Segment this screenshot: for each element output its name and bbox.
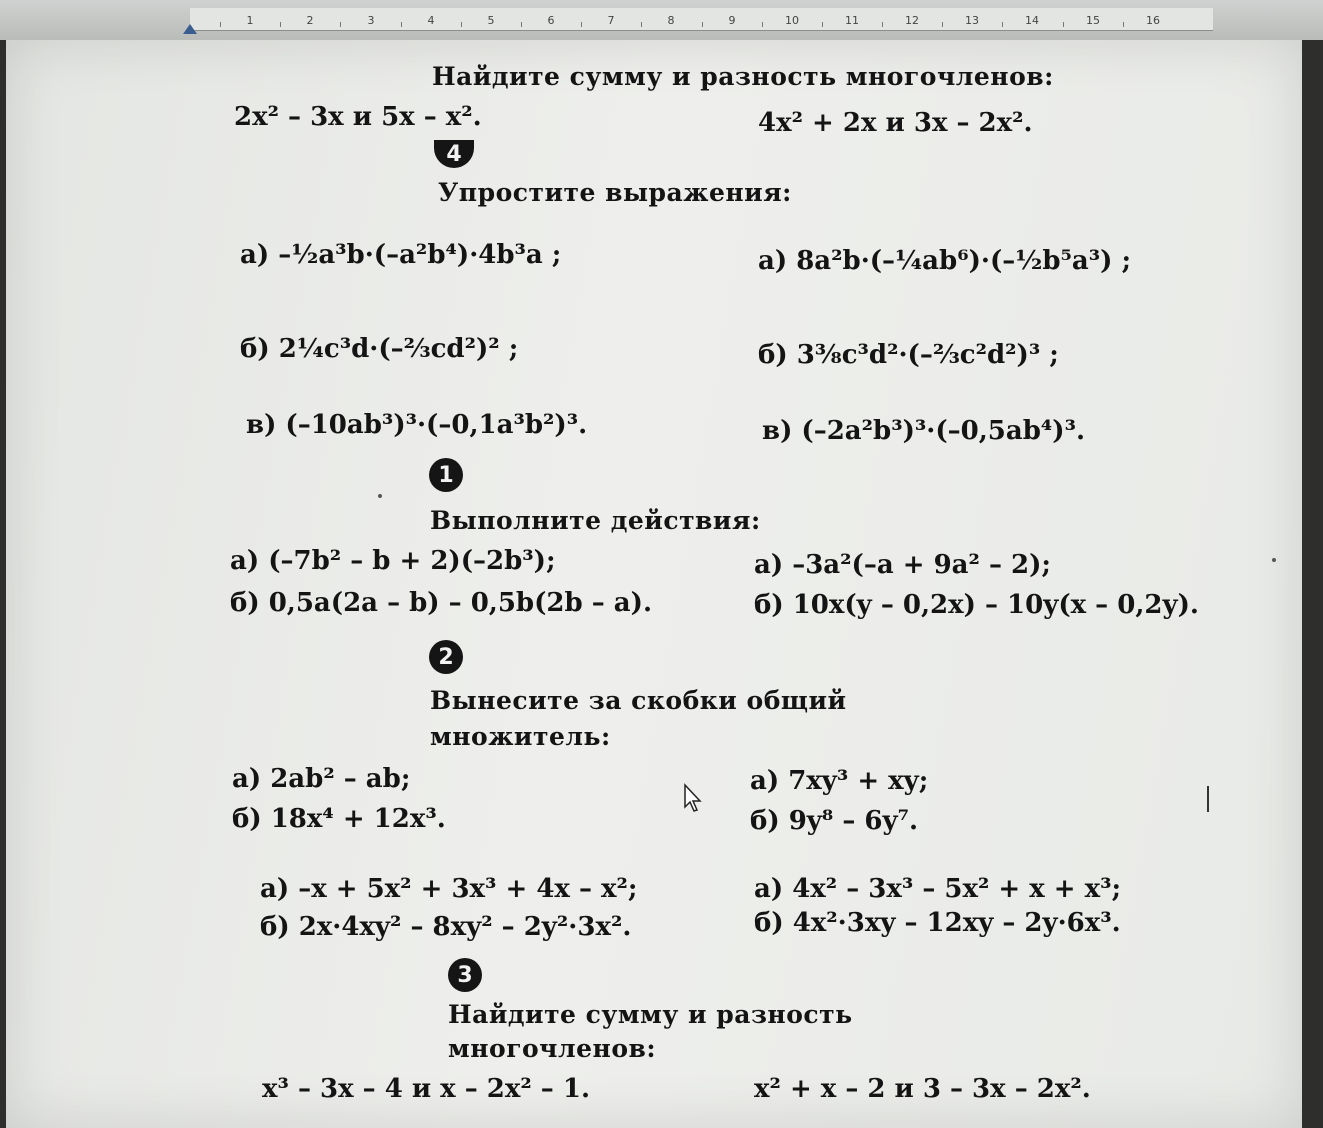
sum-difference-heading: Найдите сумму и разность многочленов:	[432, 62, 1054, 91]
ruler-minor-tick	[702, 22, 703, 27]
task-2-badge: 2	[429, 640, 463, 674]
ruler-tick-label: 11	[845, 14, 859, 27]
indent-marker-icon[interactable]	[183, 24, 197, 34]
ruler-tick-label: 15	[1086, 14, 1100, 27]
task-number-badge: 4	[434, 140, 474, 168]
ruler-minor-tick	[521, 22, 522, 27]
ruler-tick-label: 7	[607, 14, 615, 27]
task-2-right-b: б) 9y⁸ – 6y⁷.	[750, 806, 919, 836]
simplify-heading: Упростите выражения:	[438, 178, 792, 207]
ruler-minor-tick	[1063, 22, 1064, 27]
task-3-heading-line2: многочленов:	[448, 1034, 657, 1063]
task-2-right-a: а) 7xy³ + xy;	[750, 766, 929, 796]
ruler-minor-tick	[822, 22, 823, 27]
ruler-tick-label: 12	[905, 14, 919, 27]
task-1-right-b: б) 10x(y – 0,2x) – 10y(x – 0,2y).	[754, 590, 1199, 620]
ruler-tick-label: 4	[427, 14, 435, 27]
ruler-tick-label: 10	[785, 14, 799, 27]
speck	[378, 494, 382, 498]
task-1-left-a: а) (–7b² – b + 2)(–2b³);	[230, 546, 556, 576]
top-left-expression: 2x² – 3x и 5x – x².	[234, 102, 482, 132]
ruler-minor-tick	[461, 22, 462, 27]
ruler-tick-label: 5	[487, 14, 495, 27]
mouse-pointer-icon	[683, 783, 705, 813]
task-3-right-expression: x² + x – 2 и 3 – 3x – 2x².	[754, 1074, 1091, 1104]
ruler-tick-label: 1	[246, 14, 254, 27]
task-1-heading: Выполните действия:	[430, 506, 761, 535]
extra-right-a: а) 4x² – 3x³ – 5x² + x + x³;	[754, 874, 1122, 904]
ruler-tick-label: 14	[1025, 14, 1039, 27]
ruler-minor-tick	[280, 22, 281, 27]
ruler-minor-tick	[340, 22, 341, 27]
speck	[1272, 558, 1276, 562]
simplify-right-b: б) 3⅜c³d²·(–⅔c²d²)³ ;	[758, 340, 1059, 370]
task-1-right-a: а) –3a²(–a + 9a² – 2);	[754, 550, 1051, 580]
extra-left-a: а) –x + 5x² + 3x³ + 4x – x²;	[260, 874, 638, 904]
ruler-minor-tick	[1123, 22, 1124, 27]
ruler-minor-tick	[581, 22, 582, 27]
ruler-minor-tick	[641, 22, 642, 27]
top-right-expression: 4x² + 2x и 3x – 2x².	[758, 108, 1033, 138]
ruler-minor-tick	[220, 22, 221, 27]
ruler-minor-tick	[1002, 22, 1003, 27]
simplify-left-b: б) 2¼c³d·(–⅔cd²)² ;	[240, 334, 519, 364]
simplify-right-c: в) (–2a²b³)³·(–0,5ab⁴)³.	[762, 416, 1086, 446]
extra-right-b: б) 4x²·3xy – 12xy – 2y·6x³.	[754, 908, 1121, 938]
ruler-minor-tick	[942, 22, 943, 27]
text-caret	[1207, 786, 1209, 812]
ruler-tick-label: 16	[1146, 14, 1160, 27]
simplify-left-a: а) –½a³b·(–a²b⁴)·4b³a ;	[240, 240, 562, 270]
task-1-left-b: б) 0,5a(2a – b) – 0,5b(2b – a).	[230, 588, 652, 618]
ruler-tick-label: 3	[367, 14, 375, 27]
task-2-left-a: а) 2ab² – ab;	[232, 764, 411, 794]
document-page	[6, 40, 1302, 1128]
ruler-tick-label: 13	[965, 14, 979, 27]
task-3-heading-line1: Найдите сумму и разность	[448, 1000, 853, 1029]
simplify-left-c: в) (–10ab³)³·(–0,1a³b²)³.	[246, 410, 588, 440]
ruler-tick-label: 2	[306, 14, 314, 27]
task-3-badge: 3	[448, 958, 482, 992]
ruler-tick-label: 9	[728, 14, 736, 27]
ruler-minor-tick	[882, 22, 883, 27]
ruler-minor-tick	[762, 22, 763, 27]
ruler-scale	[190, 8, 1213, 31]
simplify-right-a: а) 8a²b·(–¼ab⁶)·(–½b⁵a³) ;	[758, 246, 1132, 276]
ruler-minor-tick	[401, 22, 402, 27]
extra-left-b: б) 2x·4xy² – 8xy² – 2y²·3x².	[260, 912, 632, 942]
task-2-heading-line1: Вынесите за скобки общий	[430, 686, 847, 715]
task-1-badge: 1	[429, 458, 463, 492]
ruler-tick-label: 8	[667, 14, 675, 27]
task-2-left-b: б) 18x⁴ + 12x³.	[232, 804, 446, 834]
horizontal-ruler	[0, 0, 1323, 40]
ruler-tick-label: 6	[547, 14, 555, 27]
task-3-left-expression: x³ – 3x – 4 и x – 2x² – 1.	[262, 1074, 590, 1104]
task-2-heading-line2: множитель:	[430, 722, 611, 751]
